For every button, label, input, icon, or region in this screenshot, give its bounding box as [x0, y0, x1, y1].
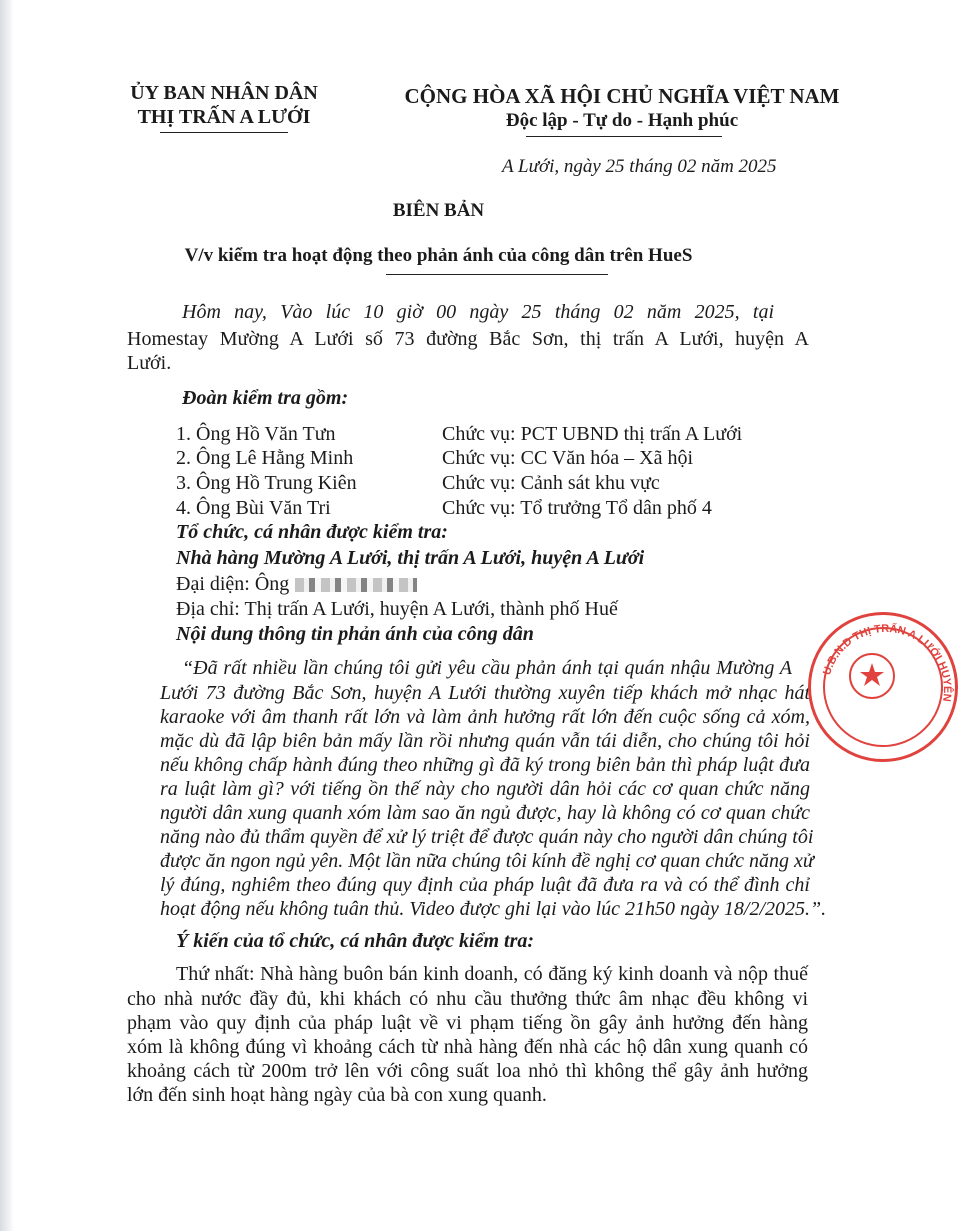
svg-text:U.B.N.D THỊ TRẤN A LƯỚI HUYỆN: U.B.N.D THỊ TRẤN A LƯỚI HUYỆN: [821, 622, 954, 703]
representative-label: Đại diện: Ông: [176, 573, 290, 595]
complaint-line: Lưới 73 đường Bắc Sơn, huyện A Lưới thường xuyên tiếp khách mở nhạc hát: [160, 682, 810, 704]
team-member-name: 2. Ông Lê Hằng Minh: [176, 447, 354, 469]
team-member-name: 3. Ông Hồ Trung Kiên: [176, 472, 357, 494]
intro-line-2: Homestay Mường A Lưới số 73 đường Bắc Sơn, thị trấn A Lưới, huyện A: [127, 328, 809, 350]
opinion-line: cho nhà nước đầy đủ, khi khách có nhu cầu thưởng thức âm nhạc đều không vi: [127, 988, 808, 1010]
document-title: BIÊN BẢN: [392, 200, 485, 221]
team-heading: Đoàn kiểm tra gồm:: [182, 387, 349, 409]
intro-line-1: Hôm nay, Vào lúc 10 giờ 00 ngày 25 tháng 02 năm 2025, tại: [182, 301, 774, 323]
complaint-line: năng nào đủ thẩm quyền để xử lý triệt để được quán này cho người dân chúng tôi: [160, 826, 814, 848]
complaint-line: mặc dù đã lập biên bản mấy lần rồi nhưng quán vẫn tái diễn, cho chúng tôi hỏi: [160, 730, 810, 752]
agency-name-line2: THỊ TRẤN A LƯỚI: [137, 106, 311, 128]
complaint-line: ra luật làm gì? với tiếng ồn thế này cho người dân hỏi các cơ quan chức năng: [160, 778, 810, 800]
opinion-line: phạm vào quy định của pháp luật về vi phạm tiếng ồn gây ảnh hưởng đến hàng: [127, 1012, 808, 1034]
opinion-line: lớn đến sinh hoạt hàng ngày của bà con xung quanh.: [127, 1084, 547, 1106]
opinion-heading: Ý kiến của tổ chức, cá nhân được kiểm tra:: [176, 930, 535, 952]
complaint-line: nếu không chấp hành đúng theo những gì đã ký trong biên bản thì pháp luật đưa: [160, 754, 810, 776]
complaint-line: người dân xung quanh xóm làm sao ăn ngủ được, hay là không có cơ quan chức: [160, 802, 810, 824]
content-heading: Nội dung thông tin phản ánh của công dân: [176, 623, 534, 645]
agency-name-line1: ỦY BAN NHÂN DÂN: [130, 82, 318, 104]
org-name: Nhà hàng Mường A Lưới, thị trấn A Lưới, huyện A Lưới: [176, 547, 645, 569]
motto-underline: [526, 136, 722, 137]
intro-line-3: Lưới.: [127, 352, 172, 374]
opinion-line: xóm là không đúng vì khoảng cách từ nhà hàng đến nhà các hộ dân xung quanh có: [127, 1036, 808, 1058]
document-subject: V/v kiểm tra hoạt động theo phản ánh của công dân trên HueS: [184, 245, 693, 266]
team-member-role: Chức vụ: PCT UBND thị trấn A Lưới: [442, 423, 743, 445]
scan-shadow: [0, 0, 14, 1231]
org-address: Địa chỉ: Thị trấn A Lưới, huyện A Lưới, thành phố Huế: [176, 598, 618, 620]
opinion-paragraph: [127, 987, 808, 1107]
representative-line: [176, 573, 417, 596]
complaint-line-1: “Đã rất nhiều lần chúng tôi gửi yêu cầu phản ánh tại quán nhậu Mường A: [182, 657, 792, 679]
national-motto: Độc lập - Tự do - Hạnh phúc: [505, 110, 739, 131]
seal-text-ring: [811, 615, 961, 765]
org-heading: Tổ chức, cá nhân được kiểm tra:: [176, 521, 448, 543]
official-seal: [808, 612, 958, 762]
opinion-line: khoảng cách từ 200m trở lên với công suất loa nhỏ thì không thể gây ảnh hưởng: [127, 1060, 808, 1082]
national-title: CỘNG HÒA XÃ HỘI CHỦ NGHĨA VIỆT NAM: [404, 84, 840, 108]
team-member-role: Chức vụ: CC Văn hóa – Xã hội: [442, 447, 694, 469]
intro-paragraph: [127, 327, 809, 375]
team-member-name: 4. Ông Bùi Văn Tri: [176, 497, 331, 519]
complaint-line: được ăn ngon ngủ yên. Một lần nữa chúng tôi kính đề nghị cơ quan chức năng xử: [160, 850, 814, 872]
document-date: A Lưới, ngày 25 tháng 02 năm 2025: [502, 156, 777, 177]
team-member-role: Chức vụ: Cảnh sát khu vực: [442, 472, 660, 494]
team-member-name: 1. Ông Hồ Văn Tưn: [176, 423, 336, 445]
team-member-role: Chức vụ: Tổ trưởng Tổ dân phố 4: [442, 497, 712, 519]
complaint-line: lý đúng, nghiêm theo đúng quy định của pháp luật đã đưa ra và có thể đình chỉ: [160, 874, 810, 896]
subject-underline: [386, 274, 608, 275]
complaint-quote: [160, 681, 827, 921]
opinion-line-1: Thứ nhất: Nhà hàng buôn bán kinh doanh, có đăng ký kinh doanh và nộp thuế: [176, 963, 808, 985]
complaint-line: karaoke với âm thanh rất lớn và làm ảnh hưởng rất lớn đến cuộc sống cả xóm,: [160, 706, 810, 728]
agency-underline: [160, 132, 288, 133]
complaint-line: hoạt động nếu không tuân thủ. Video được ghi lại vào lúc 21h50 ngày 18/2/2025.”.: [160, 898, 827, 920]
redacted-name: [295, 578, 417, 592]
